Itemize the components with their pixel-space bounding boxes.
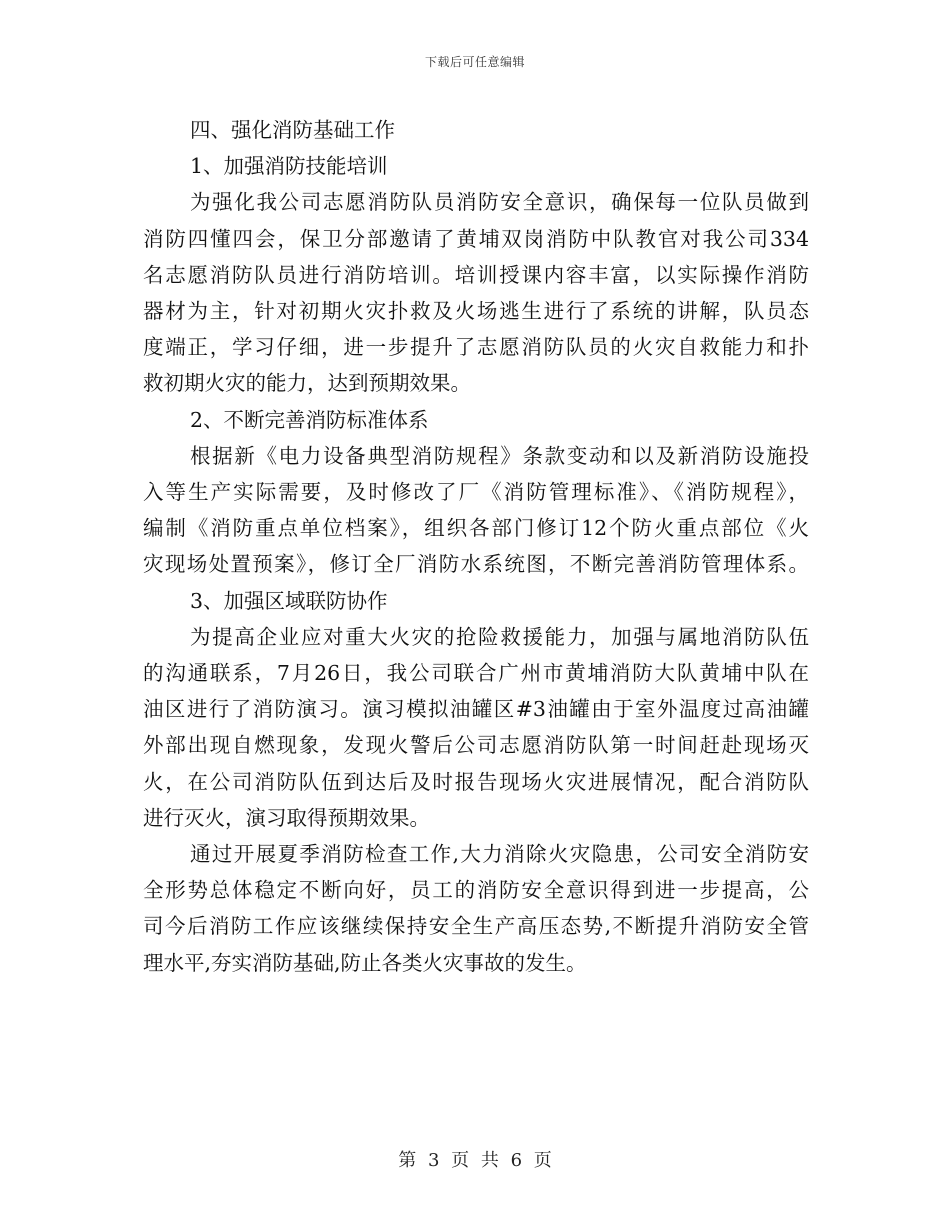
subsection-2-title: 2、不断完善消防标准体系 <box>190 407 429 432</box>
paragraph-line: 油区进行了消防演习。演习模拟油罐区#3油罐由于室外温度过高油罐 <box>143 697 809 722</box>
paragraph-line: 器材为主，针对初期火灾扑救及火场逃生进行了系统的讲解，队员态 <box>143 299 809 324</box>
document-body <box>143 112 809 981</box>
paragraph-line: 进行灭火，演习取得预期效果。 <box>143 805 430 830</box>
page-number: 第 3 页 共 6 页 <box>398 1150 552 1171</box>
paragraph-line: 编制《消防重点单位档案》，组织各部门修订12个防火重点部位《火 <box>143 516 809 541</box>
paragraph-line: 司今后消防工作应该继续保持安全生产高压态势,不断提升消防安全管 <box>143 914 809 939</box>
paragraph-3 <box>143 619 809 836</box>
paragraph-line: 为强化我公司志愿消防队员消防安全意识，确保每一位队员做到 <box>190 190 809 215</box>
section-title: 四、强化消防基础工作 <box>190 118 395 142</box>
paragraph-2 <box>143 438 809 583</box>
paragraph-line: 度端正，学习仔细，进一步提升了志愿消防队员的火灾自救能力和扑 <box>143 335 809 360</box>
subsection-3-title: 3、加强区域联防协作 <box>190 588 388 613</box>
paragraph-line: 名志愿消防队员进行消防培训。培训授课内容丰富，以实际操作消防 <box>143 262 809 287</box>
paragraph-1 <box>143 184 809 401</box>
paragraph-line: 灾现场处置预案》，修订全厂消防水系统图，不断完善消防管理体系。 <box>143 552 809 577</box>
paragraph-line: 的沟通联系，7月26日，我公司联合广州市黄埔消防大队黄埔中队在 <box>143 661 809 686</box>
paragraph-line: 通过开展夏季消防检查工作,大力消除火灾隐患，公司安全消防安 <box>190 842 809 867</box>
paragraph-line: 理水平,夯实消防基础,防止各类火灾事故的发生。 <box>143 950 587 975</box>
page-header: 下载后可任意编辑 <box>424 55 525 69</box>
paragraph-line: 为提高企业应对重大火灾的抢险救援能力，加强与属地消防队伍 <box>190 624 809 649</box>
subsection-1-title: 1、加强消防技能培训 <box>190 154 388 179</box>
paragraph-line: 入等生产实际需要，及时修改了厂《消防管理标准》、《消防规程》， <box>143 480 809 505</box>
paragraph-line: 外部出现自燃现象，发现火警后公司志愿消防队第一时间赶赴现场灭 <box>143 733 809 758</box>
paragraph-line: 火，在公司消防队伍到达后及时报告现场火灾进展情况，配合消防队 <box>143 769 809 794</box>
paragraph-line: 全形势总体稳定不断向好，员工的消防安全意识得到进一步提高，公 <box>143 878 809 903</box>
paragraph-line: 消防四懂四会，保卫分部邀请了黄埔双岗消防中队教官对我公司334 <box>143 226 809 251</box>
paragraph-line: 根据新《电力设备典型消防规程》条款变动和以及新消防设施投 <box>190 443 809 468</box>
paragraph-line: 救初期火灾的能力，达到预期效果。 <box>143 371 471 396</box>
paragraph-4 <box>143 836 809 981</box>
